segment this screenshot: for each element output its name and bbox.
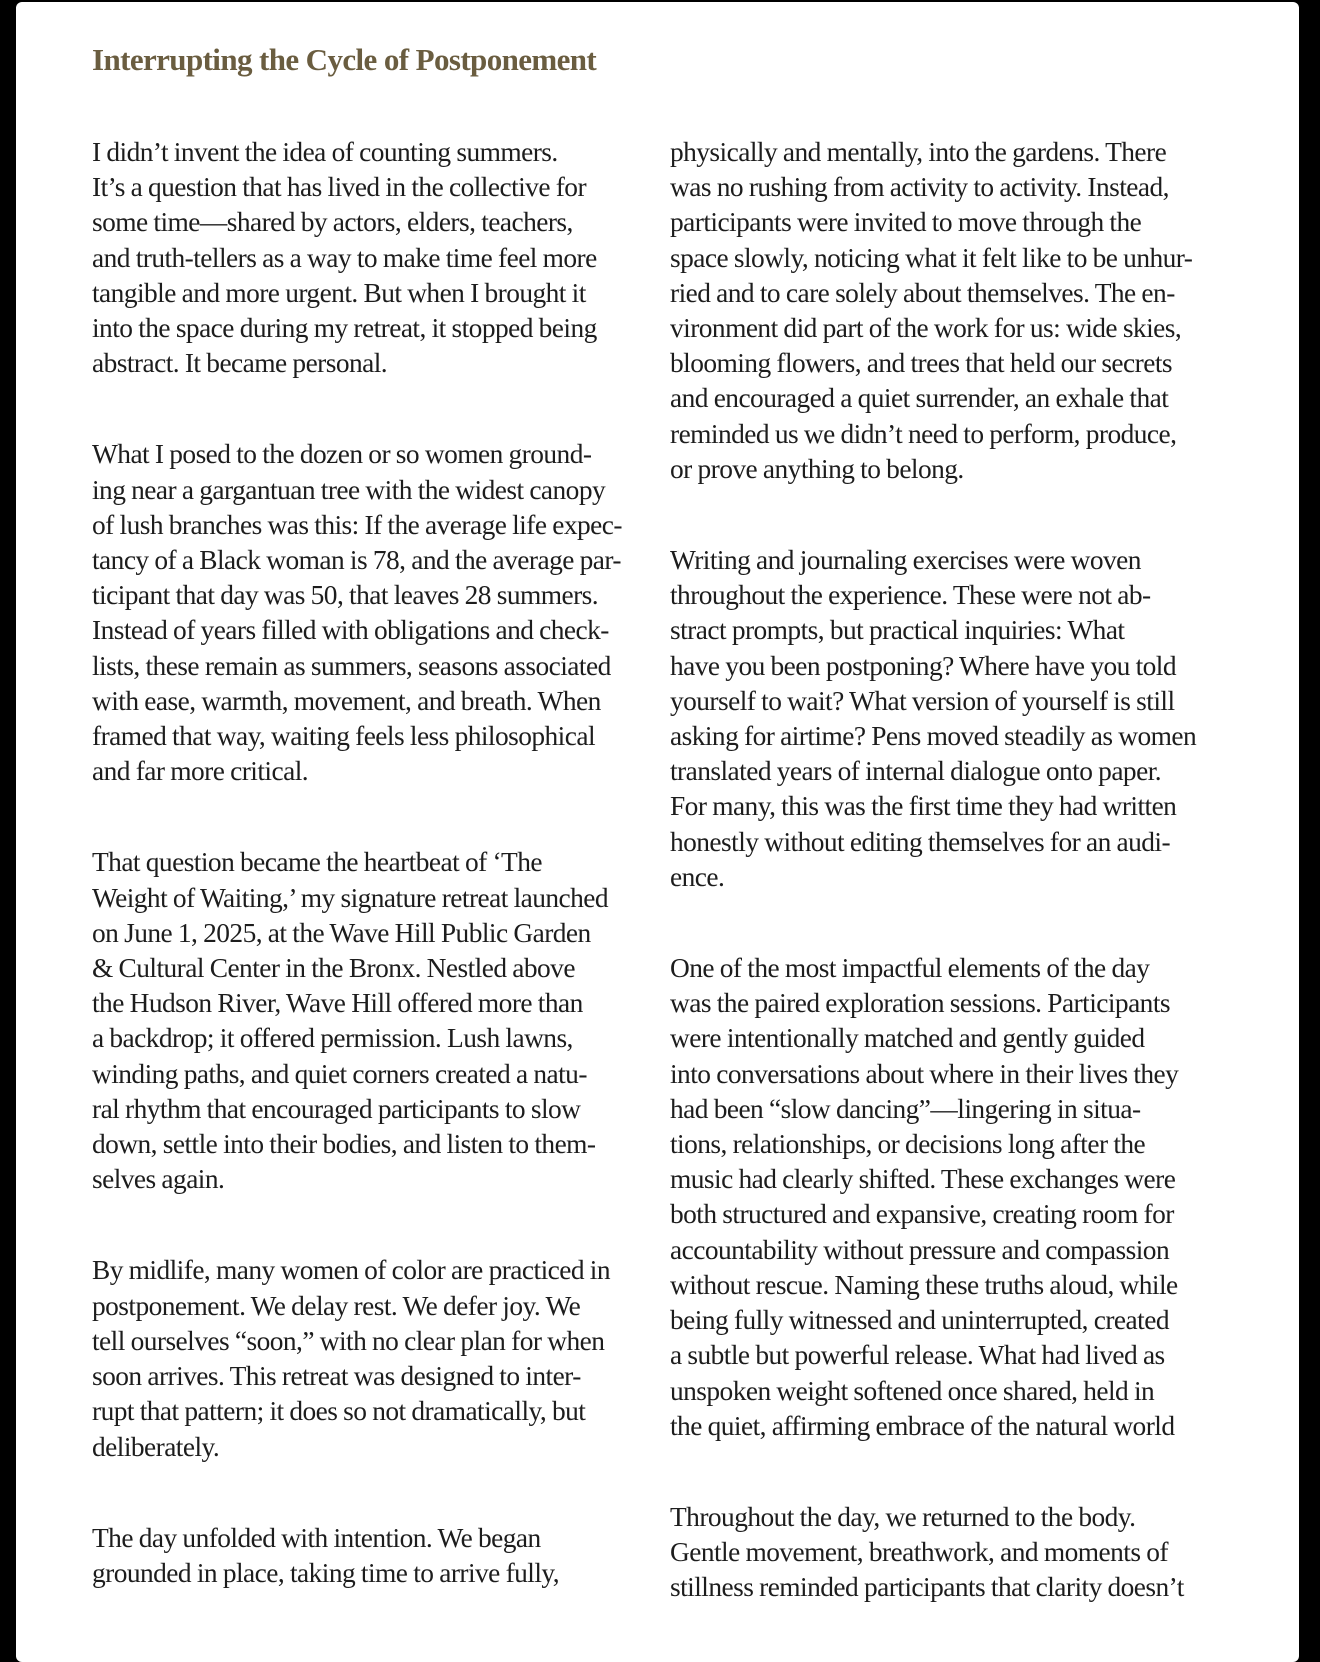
paragraph: [670, 543, 1230, 895]
text-line: accountability without pressure and compassion: [670, 1234, 1170, 1265]
paragraph: [92, 1253, 652, 1464]
text-line: and encouraged a quiet surrender, an exhale that: [670, 383, 1169, 414]
text-line: asking for airtime? Pens moved steadily as women: [670, 721, 1197, 752]
text-line: What I posed to the dozen or so women ground-: [92, 439, 592, 470]
text-line: into conversations about where in their lives they: [670, 1058, 1179, 1089]
paragraph: [92, 437, 652, 789]
text-line: & Cultural Center in the Bronx. Nestled above: [92, 953, 575, 984]
text-line: ried and to care solely about themselves. The en-: [670, 277, 1175, 308]
text-line: on June 1, 2025, at the Wave Hill Public Garden: [92, 917, 591, 948]
text-line: tancy of a Black woman is 78, and the average par-: [92, 545, 621, 576]
text-line: a subtle but powerful release. What had lived as: [670, 1340, 1165, 1371]
text-line: had been “slow dancing”—lingering in situa-: [670, 1093, 1141, 1124]
text-line: was no rushing from activity to activity. Instead,: [670, 172, 1169, 203]
text-line: reminded us we didn’t need to perform, produce,: [670, 418, 1177, 449]
text-line: postponement. We delay rest. We defer joy. We: [92, 1290, 581, 1321]
paragraph: [670, 135, 1230, 487]
text-line: music had clearly shifted. These exchanges were: [670, 1164, 1176, 1195]
text-line: ticipant that day was 50, that leaves 28 summers.: [92, 580, 599, 611]
text-line: lists, these remain as summers, seasons associated: [92, 650, 611, 681]
paragraph: [92, 135, 652, 381]
text-line: It’s a question that has lived in the collective for: [92, 172, 587, 203]
text-line: Writing and journaling exercises were woven: [670, 545, 1141, 576]
text-line: the Hudson River, Wave Hill offered more than: [92, 988, 583, 1019]
text-line: The day unfolded with intention. We began: [92, 1522, 541, 1553]
text-line: grounded in place, taking time to arrive fully,: [92, 1557, 560, 1588]
text-line: was the paired exploration sessions. Participants: [670, 988, 1170, 1019]
text-line: have you been postponing? Where have you told: [670, 650, 1176, 681]
text-line: rupt that pattern; it does so not dramatically, but: [92, 1396, 586, 1427]
text-line: Weight of Waiting,’ my signature retreat launched: [92, 882, 609, 913]
text-line: tangible and more urgent. But when I brought it: [92, 277, 586, 308]
text-line: That question became the heartbeat of ‘The: [92, 847, 542, 878]
left-column: [92, 135, 652, 1647]
text-line: framed that way, waiting feels less philosophical: [92, 721, 596, 752]
text-line: selves again.: [92, 1164, 225, 1195]
text-line: stillness reminded participants that clarity doesn’t: [670, 1572, 1184, 1603]
text-line: honestly without editing themselves for an audi-: [670, 826, 1171, 857]
text-line: the quiet, affirming embrace of the natural world: [670, 1410, 1175, 1441]
text-line: without rescue. Naming these truths aloud, while: [670, 1269, 1178, 1300]
text-line: Gentle movement, breathwork, and moments of: [670, 1537, 1168, 1568]
text-line: stract prompts, but practical inquiries: What: [670, 615, 1125, 646]
right-column: [670, 135, 1230, 1662]
text-line: ence.: [670, 861, 725, 892]
article-title: Interrupting the Cycle of Postponement: [92, 42, 597, 77]
paragraph: [92, 1521, 652, 1591]
text-line: vironment did part of the work for us: wide skies,: [670, 313, 1182, 344]
text-line: space slowly, noticing what it felt like to be unhur-: [670, 242, 1193, 273]
text-line: One of the most impactful elements of the day: [670, 953, 1150, 984]
text-line: both structured and expansive, creating room for: [670, 1199, 1174, 1230]
text-line: Throughout the day, we returned to the body.: [670, 1501, 1136, 1532]
text-line: tell ourselves “soon,” with no clear plan for when: [92, 1325, 605, 1356]
text-line: ing near a gargantuan tree with the widest canopy: [92, 474, 606, 505]
text-line: I didn’t invent the idea of counting summers.: [92, 137, 558, 167]
text-line: Instead of years filled with obligations and check-: [92, 615, 609, 646]
text-line: or prove anything to belong.: [670, 453, 964, 484]
text-line: ral rhythm that encouraged participants to slow: [92, 1093, 581, 1124]
text-line: For many, this was the first time they had written: [670, 791, 1177, 822]
text-line: being fully witnessed and uninterrupted, created: [670, 1305, 1169, 1336]
text-line: were intentionally matched and gently guided: [670, 1023, 1145, 1054]
paragraph: [670, 1500, 1230, 1606]
text-line: deliberately.: [92, 1431, 220, 1462]
text-line: participants were invited to move through the: [670, 207, 1142, 238]
text-line: translated years of internal dialogue onto paper.: [670, 756, 1162, 787]
article-page: [16, 2, 1299, 1662]
paragraph: [92, 845, 652, 1197]
text-line: physically and mentally, into the gardens. There: [670, 137, 1167, 167]
text-line: yourself to wait? What version of yourself is still: [670, 685, 1175, 716]
text-line: blooming flowers, and trees that held our secrets: [670, 348, 1172, 379]
text-line: throughout the experience. These were not ab-: [670, 580, 1151, 611]
paragraph: [670, 951, 1230, 1444]
text-line: abstract. It became personal.: [92, 348, 388, 379]
text-line: down, settle into their bodies, and listen to them-: [92, 1129, 596, 1160]
text-line: a backdrop; it offered permission. Lush lawns,: [92, 1023, 573, 1054]
text-line: tions, relationships, or decisions long after the: [670, 1129, 1146, 1160]
text-line: some time—shared by actors, elders, teachers,: [92, 207, 573, 238]
text-line: By midlife, many women of color are practiced in: [92, 1255, 610, 1286]
text-line: with ease, warmth, movement, and breath. When: [92, 685, 601, 716]
text-line: and far more critical.: [92, 756, 309, 787]
text-line: and truth-tellers as a way to make time feel more: [92, 242, 597, 273]
text-line: soon arrives. This retreat was designed to inter-: [92, 1361, 581, 1392]
text-line: into the space during my retreat, it stopped being: [92, 313, 597, 344]
text-line: unspoken weight softened once shared, held in: [670, 1375, 1155, 1406]
text-line: winding paths, and quiet corners created a natu-: [92, 1058, 587, 1089]
text-line: of lush branches was this: If the average life expec-: [92, 509, 622, 540]
